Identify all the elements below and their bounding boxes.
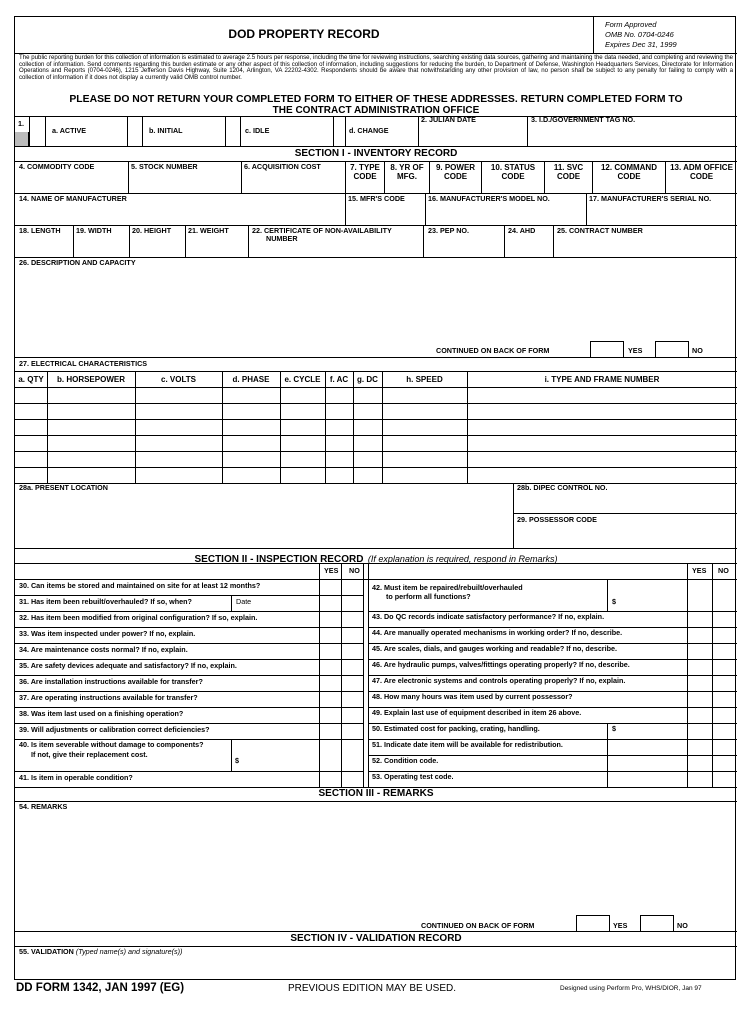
q43-yes-checkbox[interactable] [688,612,711,626]
elec-col-volts-header: c. VOLTS [161,375,196,384]
question-45: 45. Are scales, dials, and gauges working and readable? If no, describe. [372,644,617,653]
q45-no-checkbox[interactable] [713,644,736,658]
q42-yes-checkbox[interactable] [688,580,711,610]
question-31: 31. Has item been rebuilt/overhauled? If so, when? [19,597,192,606]
desc-no-label: NO [692,346,703,355]
question-40: 40. Is item severable without damage to components? [19,740,204,749]
possessor-code-label: 29. POSSESSOR CODE [517,515,597,524]
description-field[interactable] [18,269,732,343]
q35-no-checkbox[interactable] [342,660,363,674]
status-idle-checkbox[interactable] [226,117,240,145]
q43-no-checkbox[interactable] [713,612,736,626]
pep-number-label: 23. PEP NO. [428,226,470,235]
q45-yes-checkbox[interactable] [688,644,711,658]
q35-yes-checkbox[interactable] [320,660,341,674]
q46-no-checkbox[interactable] [713,660,736,674]
remarks-continued-no-checkbox[interactable] [640,915,674,931]
form-title: DOD PROPERTY RECORD [228,27,380,41]
question-38: 38. Was item last used on a finishing operation? [19,709,184,718]
remarks-continued-label: CONTINUED ON BACK OF FORM [421,921,535,930]
question-41: 41. Is item in operable condition? [19,773,133,782]
acquisition-cost-label: 6. ACQUISITION COST [244,162,321,171]
left-no-header: NO [349,566,360,575]
remarks-yes-label: YES [613,921,628,930]
previous-edition-note: PREVIOUS EDITION MAY BE USED. [288,983,456,994]
length-label: 18. LENGTH [19,226,61,235]
status-initial-checkbox[interactable] [128,117,142,145]
q36-no-checkbox[interactable] [342,676,363,690]
q39-no-checkbox[interactable] [342,724,363,738]
status-active-label: a. ACTIVE [52,126,87,135]
julian-date-label: 2. JULIAN DATE [421,115,476,124]
present-location-label: 28a. PRESENT LOCATION [19,483,108,492]
electrical-title: 27. ELECTRICAL CHARACTERISTICS [19,359,148,368]
desc-continued-no-checkbox[interactable] [655,341,689,357]
q40-yes-checkbox[interactable] [320,740,341,770]
q38-yes-checkbox[interactable] [320,708,341,722]
julian-date-field[interactable] [421,126,525,144]
gov-tag-field[interactable] [531,126,735,144]
right-no-header: NO [718,566,729,575]
remarks-label: 54. REMARKS [19,802,68,811]
elec-col-horsepower-header: b. HORSEPOWER [56,375,125,384]
section-1-title: SECTION I - INVENTORY RECORD [294,148,458,159]
q31-no-checkbox[interactable] [342,596,363,610]
question-36: 36. Are installation instructions available for transfer? [19,677,203,686]
desc-yes-label: YES [628,346,643,355]
form-approved: Form Approved [605,20,657,29]
q41-yes-checkbox[interactable] [320,772,341,786]
q37-yes-checkbox[interactable] [320,692,341,706]
form-number: DD FORM 1342, JAN 1997 (EG) [16,982,185,994]
form-page [14,16,736,980]
svc-code-label: 11. SVC CODE [553,163,584,181]
validation-label: 55. VALIDATION (Typed name(s) and signature(s)) [19,947,183,956]
model-number-label: 16. MANUFACTURER'S MODEL NO. [428,194,550,203]
q47-yes-checkbox[interactable] [688,676,711,690]
command-code-label: 12. COMMAND CODE [600,163,657,181]
status-code-label: 10. STATUS CODE [490,163,536,181]
stock-number-label: 5. STOCK NUMBER [131,162,198,171]
q37-no-checkbox[interactable] [342,692,363,706]
question-37: 37. Are operating instructions available for transfer? [19,693,198,702]
elec-col-ac-header: f. AC [329,375,349,384]
q44-no-checkbox[interactable] [713,628,736,642]
left-yes-header: YES [324,566,339,575]
elec-col-qty-header: a. QTY [18,375,44,384]
question-43: 43. Do QC records indicate satisfactory performance? If no, explain. [372,612,605,621]
return-instructions-2: THE CONTRACT ADMINISTRATION OFFICE [272,105,480,116]
omb-number: OMB No. 0704-0246 [605,30,674,39]
desc-continued-yes-checkbox[interactable] [590,341,624,357]
manufacturer-name-field[interactable] [18,206,342,223]
return-instructions: PLEASE DO NOT RETURN YOUR COMPLETED FORM TO EITHER OF THESE ADDRESSES. RETURN COMPLETED FORM TO [69,94,683,105]
q46-yes-checkbox[interactable] [688,660,711,674]
status-change-checkbox[interactable] [334,117,345,145]
weight-label: 21. WEIGHT [188,226,229,235]
status-idle-label: c. IDLE [245,126,270,135]
rebuilt-date-label: Date [236,597,252,606]
question-42: 42. Must item be repaired/rebuilt/overhauled [372,583,523,592]
remarks-field[interactable] [18,813,732,911]
elec-col-dc-header: g. DC [357,375,378,384]
q42-no-checkbox[interactable] [713,580,736,610]
right-yes-header: YES [692,566,707,575]
designed-using-note: Designed using Perform Pro, WHS/DIOR, Jan 97 [560,985,702,992]
question-40-line2: If not, give their replacement cost. [31,750,148,759]
height-label: 20. HEIGHT [132,226,172,235]
type-code-label: 7. TYPE CODE [350,163,380,181]
section-4-title: SECTION IV - VALIDATION RECORD [290,933,462,944]
replacement-cost-dollar: $ [235,756,239,765]
q47-no-checkbox[interactable] [713,676,736,690]
section-3-title: SECTION III - REMARKS [318,788,434,799]
elec-col-phase-header: d. PHASE [232,375,270,384]
repair-cost-dollar: $ [612,597,616,606]
q39-yes-checkbox[interactable] [320,724,341,738]
question-30: 30. Can items be stored and maintained on site for at least 12 months? [19,581,261,590]
q33-yes-checkbox[interactable] [320,628,341,642]
q32-no-checkbox[interactable] [342,612,363,626]
elec-col-type-frame-header: i. TYPE AND FRAME NUMBER [544,375,660,384]
q41-no-checkbox[interactable] [342,772,363,786]
q44-yes-checkbox[interactable] [688,628,711,642]
question-52: 52. Condition code. [372,756,439,765]
question-48: 48. How many hours was item used by current possessor? [372,692,573,701]
serial-number-label: 17. MANUFACTURER'S SERIAL NO. [589,194,712,203]
q40-no-checkbox[interactable] [342,740,363,770]
question-47: 47. Are electronic systems and controls operating properly? If no, explain. [372,676,626,685]
gov-tag-label: 3. I.D./GOVERNMENT TAG NO. [531,115,636,124]
item-1-shaded [15,132,29,146]
question-46: 46. Are hydraulic pumps, valves/fittings operating properly? If no, describe. [372,660,630,669]
burden-statement: The public reporting burden for this collection of information is estimated to average 2.5 hours per response, including the time for reviewing instructions, searching existing data sources, gathering and maintaining the data needed, and completing and reviewing the collection of information. Send comments regarding this burden estimate or any other aspect of this collection of information, including suggestions for reducing the burden, to Department of Defense, Washington Headquarters Services, Directorate for Information Operations and Reports (0704-0246), 1215 Jefferson Davis Highway, Suite 1204, Arlington, VA 22202-4302. Respondents should be aware that notwithstanding any other provision of law, no person shall be subject to any penalty for failing to comply with a collection of information if it does not display a currently valid OMB control number. [19,54,733,81]
question-35: 35. Are safety devices adequate and satisfactory? If no, explain. [19,661,237,670]
elec-col-speed-header: h. SPEED [406,375,443,384]
remarks-no-label: NO [677,921,688,930]
question-32: 32. Has item been modified from original configuration? If so, explain. [19,613,258,622]
commodity-code-label: 4. COMMODITY CODE [19,162,95,171]
question-39: 39. Will adjustments or calibration correct deficiencies? [19,725,210,734]
expiration-date: Expires Dec 31, 1999 [605,40,677,49]
dipec-control-label: 28b. DIPEC CONTROL NO. [517,483,608,492]
question-34: 34. Are maintenance costs normal? If no, explain. [19,645,188,654]
validation-signature-field[interactable] [18,958,732,978]
present-location-field[interactable] [18,494,510,546]
manufacturer-name-label: 14. NAME OF MANUFACTURER [19,194,127,203]
q38-no-checkbox[interactable] [342,708,363,722]
status-change-label: d. CHANGE [349,126,389,135]
continued-back-label: CONTINUED ON BACK OF FORM [436,346,550,355]
q32-yes-checkbox[interactable] [320,612,341,626]
item-1-label: 1. [18,119,24,128]
ahd-label: 24. AHD [508,226,536,235]
q34-no-checkbox[interactable] [342,644,363,658]
question-44: 44. Are manually operated mechanisms in working order? If no, describe. [372,628,623,637]
q33-no-checkbox[interactable] [342,628,363,642]
width-label: 19. WIDTH [76,226,112,235]
q31-yes-checkbox[interactable] [320,596,341,610]
non-availability-label: 22. CERTIFICATE OF NON-AVAILABILITY NUMBER [252,226,392,243]
packing-cost-dollar: $ [612,724,616,733]
power-code-label: 9. POWER CODE [435,163,476,181]
question-53: 53. Operating test code. [372,772,454,781]
adm-office-code-label: 13. ADM OFFICE CODE [670,163,733,181]
year-mfg-label: 8. YR OF MFG. [390,163,424,181]
q30-no-checkbox[interactable] [342,580,363,594]
status-initial-label: b. INITIAL [149,126,183,135]
question-50: 50. Estimated cost for packing, crating, handling. [372,724,540,733]
question-42-line2: to perform all functions? [386,592,471,601]
section-2-title: SECTION II - INSPECTION RECORD (If explanation is required, respond in Remarks) [194,554,558,565]
description-label: 26. DESCRIPTION AND CAPACITY [19,258,136,267]
question-51: 51. Indicate date item will be available for redistribution. [372,740,563,749]
q30-yes-checkbox[interactable] [320,580,341,594]
elec-col-cycle-header: e. CYCLE [284,375,321,384]
q34-yes-checkbox[interactable] [320,644,341,658]
mfr-code-label: 15. MFR'S CODE [348,194,405,203]
question-33: 33. Was item inspected under power? If no, explain. [19,629,196,638]
contract-number-label: 25. CONTRACT NUMBER [557,226,643,235]
remarks-continued-yes-checkbox[interactable] [576,915,610,931]
question-49: 49. Explain last use of equipment described in item 26 above. [372,708,582,717]
status-active-checkbox[interactable] [30,117,45,145]
q36-yes-checkbox[interactable] [320,676,341,690]
